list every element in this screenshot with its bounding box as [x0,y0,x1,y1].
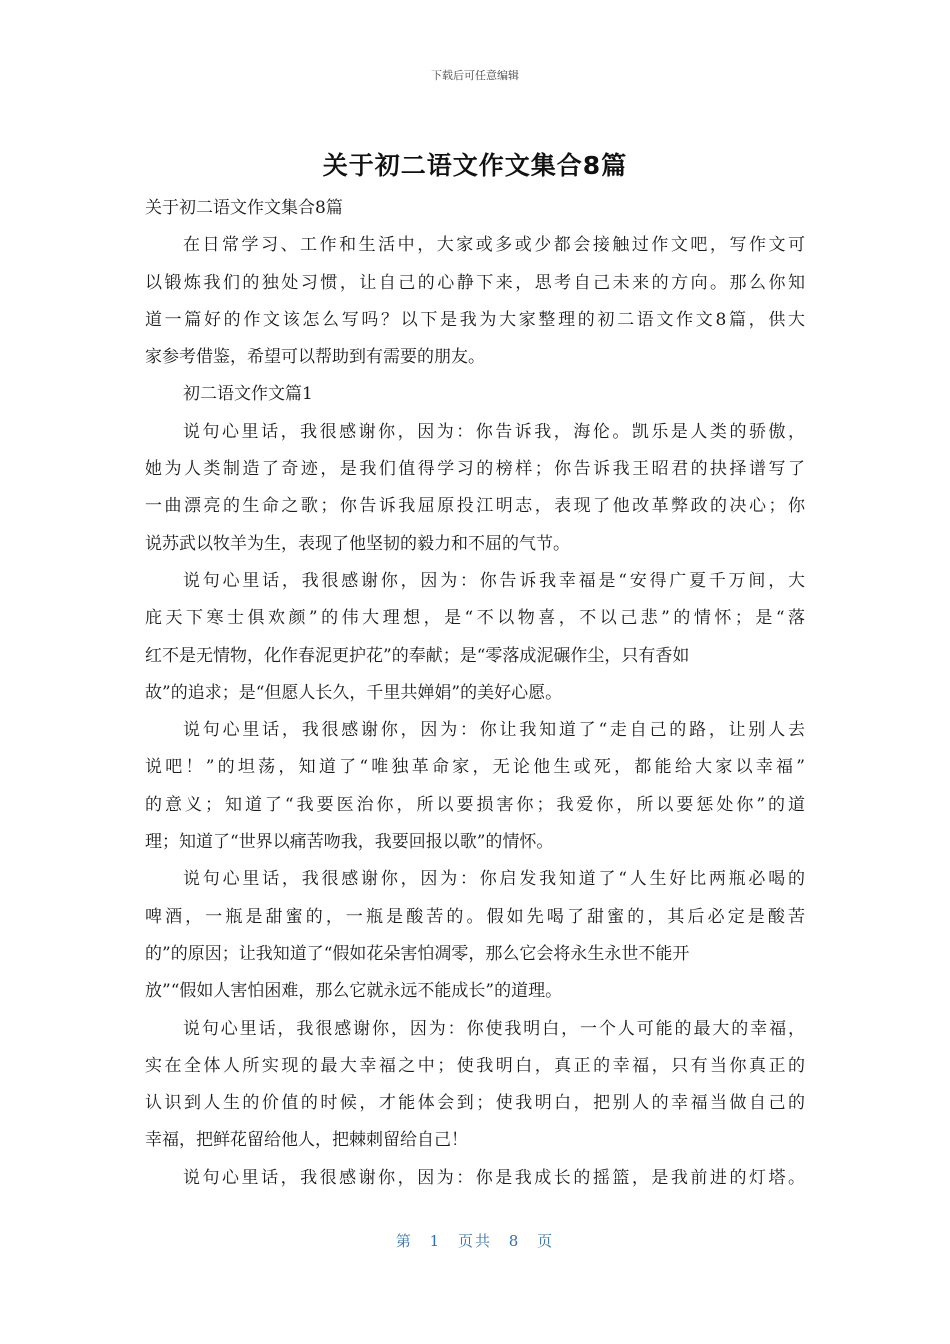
text-line: 理；知道了“世界以痛苦吻我，我要回报以歌”的情怀。 [145,832,554,853]
paragraph-lines [145,227,805,1197]
page-footer [0,1230,950,1251]
text-line: 的”的原因；让我知道了“假如花朵害怕凋零，那么它会将永生永世不能开 [145,943,690,964]
footer-total-pages: 8 [508,1232,521,1250]
footer-label-page: 第 [395,1232,413,1250]
text-line: 道一篇好的作文该怎么写吗？以下是我为大家整理的初二语文作文8篇，供大 [145,309,805,330]
text-line: 说句心里话，我很感谢你，因为：你是我成长的摇篮，是我前进的灯塔。 [183,1167,805,1188]
document-subtitle: 关于初二语文作文集合8篇 [145,198,343,218]
text-line: 说苏武以牧羊为生，表现了他坚韧的毅力和不屈的气节。 [145,533,570,554]
text-line: 以锻炼我们的独处习惯，让自己的心静下来，思考自己未来的方向。那么你知 [145,272,805,293]
text-line: 她为人类制造了奇迹，是我们值得学习的榜样；你告诉我王昭君的抉择谱写了 [145,459,805,480]
text-line: 幸福，把鲜花留给他人，把棘刺留给自己！ [145,1130,468,1151]
text-line: 说句心里话，我很感谢你，因为：你告诉我，海伦。凯乐是人类的骄傲， [183,421,805,442]
text-line: 家参考借鉴，希望可以帮助到有需要的朋友。 [145,347,485,368]
header-note: 下载后可任意编辑 [431,69,519,82]
text-line: 放”“假如人害怕困难，那么它就永远不能成长”的道理。 [145,981,563,1002]
text-line: 认识到人生的价值的时候，才能体会到；使我明白，把别人的幸福当做自己的 [145,1093,805,1114]
text-line: 在日常学习、工作和生活中，大家或多或少都会接触过作文吧，写作文可 [183,235,805,256]
text-line: 故”的追求；是“但愿人长久，千里共婵娟”的美好心愿。 [145,682,563,703]
text-line: 说吧！”的坦荡，知道了“唯独革命家，无论他生或死，都能给大家以幸福” [145,757,805,778]
document-title: 关于初二语文作文集合8篇 [322,151,628,180]
text-line: 初二语文作文篇1 [183,384,313,405]
footer-label-of: 页共 [457,1232,492,1250]
text-line: 说句心里话，我很感谢你，因为：你使我明白，一个人可能的最大的幸福， [183,1018,805,1039]
text-line: 实在全体人所实现的最大幸福之中；使我明白，真正的幸福，只有当你真正的 [145,1055,805,1076]
text-line: 啤酒，一瓶是甜蜜的，一瓶是酸苦的。假如先喝了甜蜜的，其后必定是酸苦 [145,906,805,927]
text-line: 说句心里话，我很感谢你，因为：你启发我知道了“人生好比两瓶必喝的 [183,869,805,890]
text-line: 庇天下寒士俱欢颜”的伟大理想，是“不以物喜，不以己悲”的情怀；是“落 [145,608,805,629]
text-line: 说句心里话，我很感谢你，因为：你告诉我幸福是“安得广夏千万间，大 [183,570,805,591]
footer-label-end: 页 [537,1232,555,1250]
text-line: 一曲漂亮的生命之歌；你告诉我屈原投江明志，表现了他改革弊政的决心；你 [145,496,805,517]
text-line: 红不是无情物，化作春泥更护花”的奉献；是“零落成泥碾作尘，只有香如 [145,645,690,666]
footer-current-page: 1 [429,1232,442,1250]
text-line: 的意义；知道了“我要医治你，所以要损害你；我爱你，所以要惩处你”的道 [145,794,805,815]
document-body [145,190,805,1197]
text-line: 说句心里话，我很感谢你，因为：你让我知道了“走自己的路，让别人去 [183,720,805,741]
